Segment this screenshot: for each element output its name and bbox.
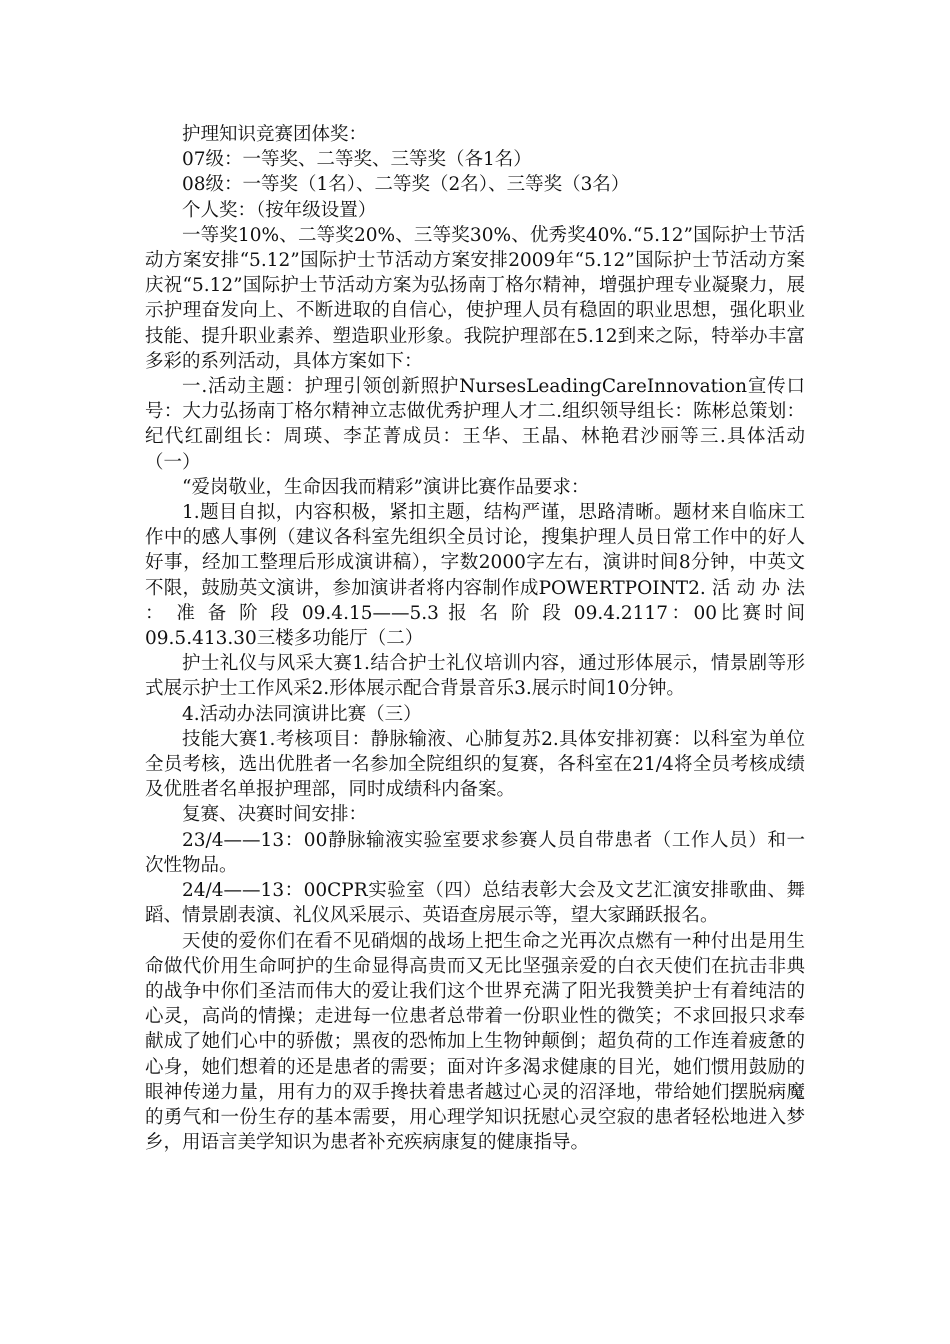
paragraph-skills-contest: 技能大赛1.考核项目：静脉输液、心肺复苏2.具体安排初赛：以科室为单位全员考核，选出优胜者一名参加全院组织的复赛，各科室在21/4将全员考核成绩及优胜者名单报护理部，同时成绩科内备案。 (145, 728, 805, 801)
paragraph-individual-award: 个人奖：（按年级设置） (182, 199, 377, 221)
paragraph-etiquette-contest: 护士礼仪与风采大赛1.结合护士礼仪培训内容，通过形体展示，情景剧等形式展示护士工作风采2.形体展示配合背景音乐3.展示时间10分钟。 (145, 653, 805, 700)
paragraph-schedule-cpr: 24/4——13：00CPR实验室（四）总结表彰大会及文艺汇演安排歌曲、舞蹈、情景剧表演、礼仪风采展示、英语查房展示等，望大家踊跃报名。 (145, 880, 805, 927)
paragraph-angel-tribute: 天使的爱你们在看不见硝烟的战场上把生命之光再次点燃有一种付出是用生命做代价用生命呵护的生命显得高贵而又无比坚强亲爱的白衣天使们在抗击非典的战争中你们圣洁而伟大的爱让我们这个世界充满了阳光我赞美护士有着纯洁的心灵，高尚的情操；走进每一位患者总带着一份职业性的微笑；不求回报只求奉献成了她们心中的骄傲；黑夜的恐怖加上生物钟颠倒；超负荷的工作连着疲惫的心身，她们想着的还是患者的需要；面对许多渴求健康的目光，她们惯用鼓励的眼神传递力量，用有力的双手搀扶着患者越过心灵的沼泽地，带给她们摆脱病魔的勇气和一份生存的基本需要，用心理学知识抚慰心灵空寂的患者轻松地进入梦乡，用语言美学知识为患者补充疾病康复的健康指导。 (145, 930, 805, 1154)
paragraph-grade-08-awards: 08级：一等奖（1名）、二等奖（2名）、三等奖（3名） (182, 174, 630, 196)
document-body (145, 122, 805, 1155)
paragraph-schedule-iv-infusion: 23/4——13：00静脉输液实验室要求参赛人员自带患者（工作人员）和一次性物品。 (145, 829, 805, 876)
paragraph-team-award-heading: 护理知识竞赛团体奖： (182, 124, 368, 145)
paragraph-speech-requirements: 1.题目自拟，内容积极，紧扣主题，结构严谨，思路清晰。题材来自临床工作中的感人事例（建议各科室先组织全员讨论，搜集护理人员日常工作中的好人好事，经加工整理后形成演讲稿），字数2000字左右，演讲时间8分钟，中英文不限，鼓励英文演讲，参加演讲者将内容制作成POWERTPOINT2. 活 动 办 法 ： 准 备 阶 段 09.4.15——5.3 报 名 阶 段 09.4.2117：00比赛时间09.5.413.30三楼多功能厅（二） (145, 502, 805, 650)
paragraph-activity-method: 4.活动办法同演讲比赛（三） (182, 703, 422, 725)
paragraph-speech-contest-title: “爱岗敬业，生命因我而精彩”演讲比赛作品要求： (182, 476, 590, 498)
paragraph-activity-theme: 一.活动主题：护理引领创新照护NursesLeadingCareInnovation宣传口号：大力弘扬南丁格尔精神立志做优秀护理人才二.组织领导组长：陈彬总策划：纪代红副组长：周瑛、李芷菁成员：王华、王晶、林艳君沙丽等三.具体活动（一） (145, 376, 805, 473)
paragraph-grade-07-awards: 07级：一等奖、二等奖、三等奖（各1名） (182, 149, 532, 171)
paragraph-award-ratio-and-plan: 一等奖10%、二等奖20%、三等奖30%、优秀奖40%.“5.12”国际护士节活动方案安排“5.12”国际护士节活动方案安排2009年“5.12”国际护士节活动方案庆祝“5.12”国际护士节活动方案为弘扬南丁格尔精神，增强护理专业凝聚力，展示护理奋发向上、不断进取的自信心，使护理人员有稳固的职业思想，强化职业技能、提升职业素养、塑造职业形象。我院护理部在5.12到来之际，特举办丰富多彩的系列活动，具体方案如下： (145, 224, 805, 372)
paragraph-final-schedule-heading: 复赛、决赛时间安排： (182, 804, 368, 826)
